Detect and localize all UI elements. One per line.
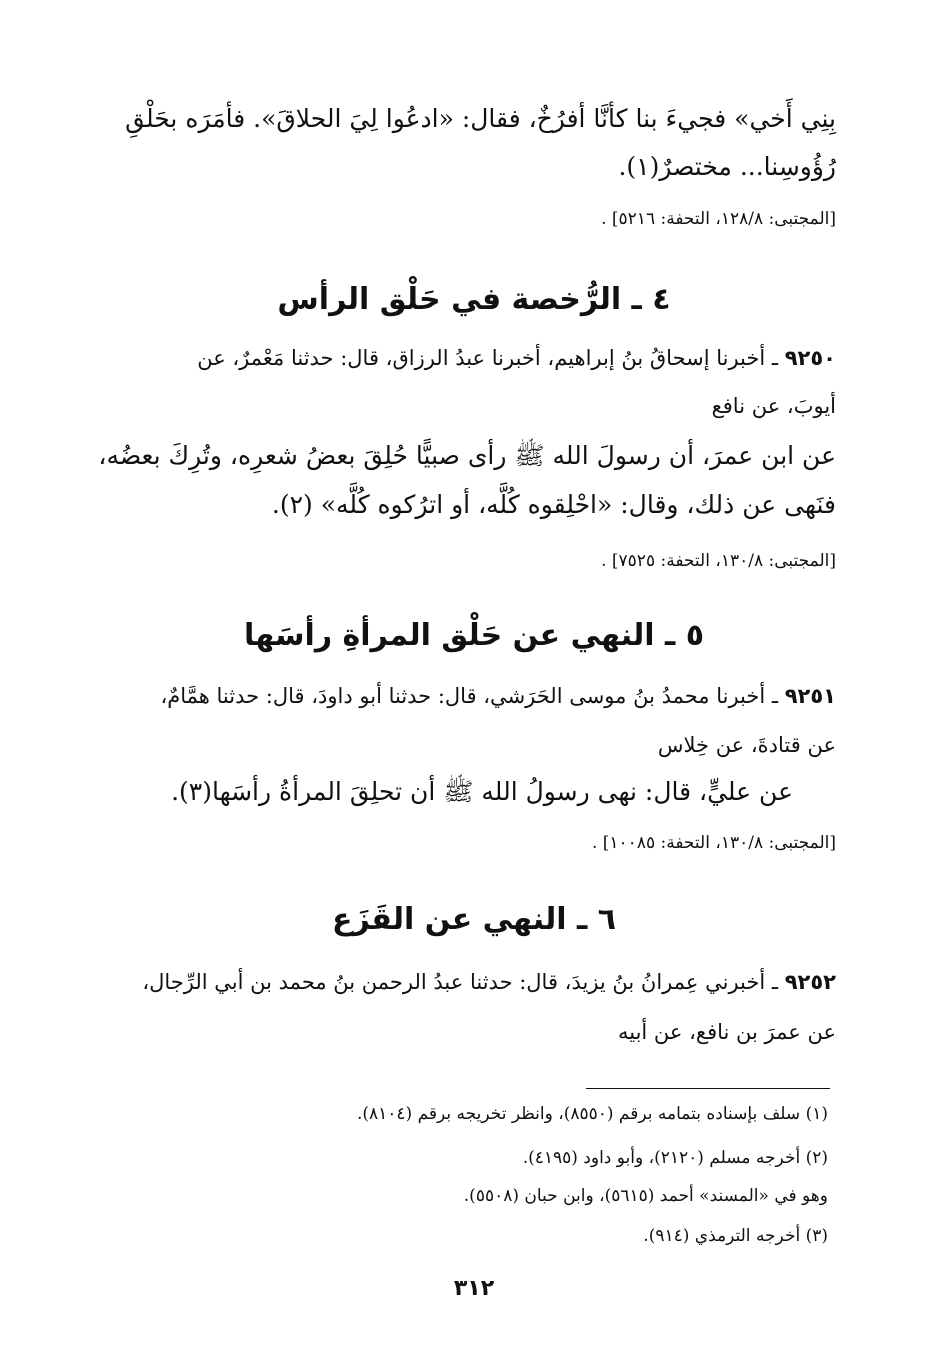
hadith-isnad-line-1 [197,346,836,370]
hadith-isnad-line-2: عن عمرَ بن نافع، عن أبيه [617,1020,836,1044]
hadith-matn-line-1: عن ابن عمرَ، أن رسولَ الله ﷺ رأى صبيًّا حُلِقَ بعضُ شعرِه، وتُرِكَ بعضُه، [98,441,836,470]
hadith-isnad-line-2: أيوبَ، عن نافع [711,394,836,418]
reference-note: [المجتبى: ١٣٠/٨، التحفة: ١٠٠٨٥] . [591,833,836,853]
isnad-text: ـ أخبرنا إسحاقُ بنُ إبراهيم، أخبرنا عبدُ الرزاق، قال: حدثنا مَعْمرٌ، عن [197,346,785,370]
section-heading: ٦ ـ النهي عن القَزَع [331,902,617,937]
hadith-number: ٩٢٥١ [784,684,836,708]
hadith-matn-line-1: عن عليٍّ، قال: نهى رسولُ الله ﷺ أن تحلِقَ المرأةُ رأسَها(٣). [171,777,793,806]
hadith-matn-line-2: فنَهى عن ذلك، وقال: «احْلِقوه كُلَّه، أو اترُكوه كُلَّه» (٢). [271,490,836,519]
hadith-isnad-line-2: عن قتادةَ، عن خِلاس [657,733,836,757]
footnote-1: (١) سلف بإسناده بتمامه برقم (٨٥٥٠)، وانظر تخريجه برقم (٨١٠٤). [356,1104,828,1124]
isnad-text: ـ أخبرنا محمدُ بنُ موسى الحَرَشي، قال: حدثنا أبو داودَ، قال: حدثنا همَّامٌ، [160,684,785,708]
hadith-number: ٩٢٥٠ [784,346,836,370]
section-heading: ٤ ـ الرُّخصة في حَلْق الرأس [277,282,671,317]
isnad-text: ـ أخبرني عِمرانُ بنُ يزيدَ، قال: حدثنا عبدُ الرحمن بنُ محمد بن أبي الرِّجال، [142,970,785,994]
continuation-line-2: رُؤُوسِنا... مختصرٌ(١). [618,152,836,181]
footnote-2-continued: وهو في «المسند» أحمد (٥٦١٥)، وابن حبان (٥٥٠٨). [463,1186,828,1206]
reference-note: [المجتبى: ١٣٠/٨، التحفة: ٧٥٢٥] . [601,551,836,571]
continuation-line-1: بِنِي أَخي» فجيءَ بنا كأنَّا أفرُخٌ، فقال: «ادعُوا لِيَ الحلاقَ». فأمَرَه بحَلْقِ [125,104,836,133]
hadith-isnad-line-1 [142,970,836,994]
reference-note: [المجتبى: ١٢٨/٨، التحفة: ٥٢١٦] . [601,209,836,229]
footnote-2: (٢) أخرجه مسلم (٢١٢٠)، وأبو داود (٤١٩٥). [522,1148,828,1168]
page-number: ٣١٢ [453,1276,495,1301]
hadith-number: ٩٢٥٢ [784,970,836,994]
section-heading: ٥ ـ النهي عن حَلْق المرأةِ رأسَها [243,618,705,653]
footnote-separator [586,1088,830,1089]
hadith-isnad-line-1 [160,684,836,708]
footnote-3: (٣) أخرجه الترمذي (٩١٤). [643,1226,828,1246]
